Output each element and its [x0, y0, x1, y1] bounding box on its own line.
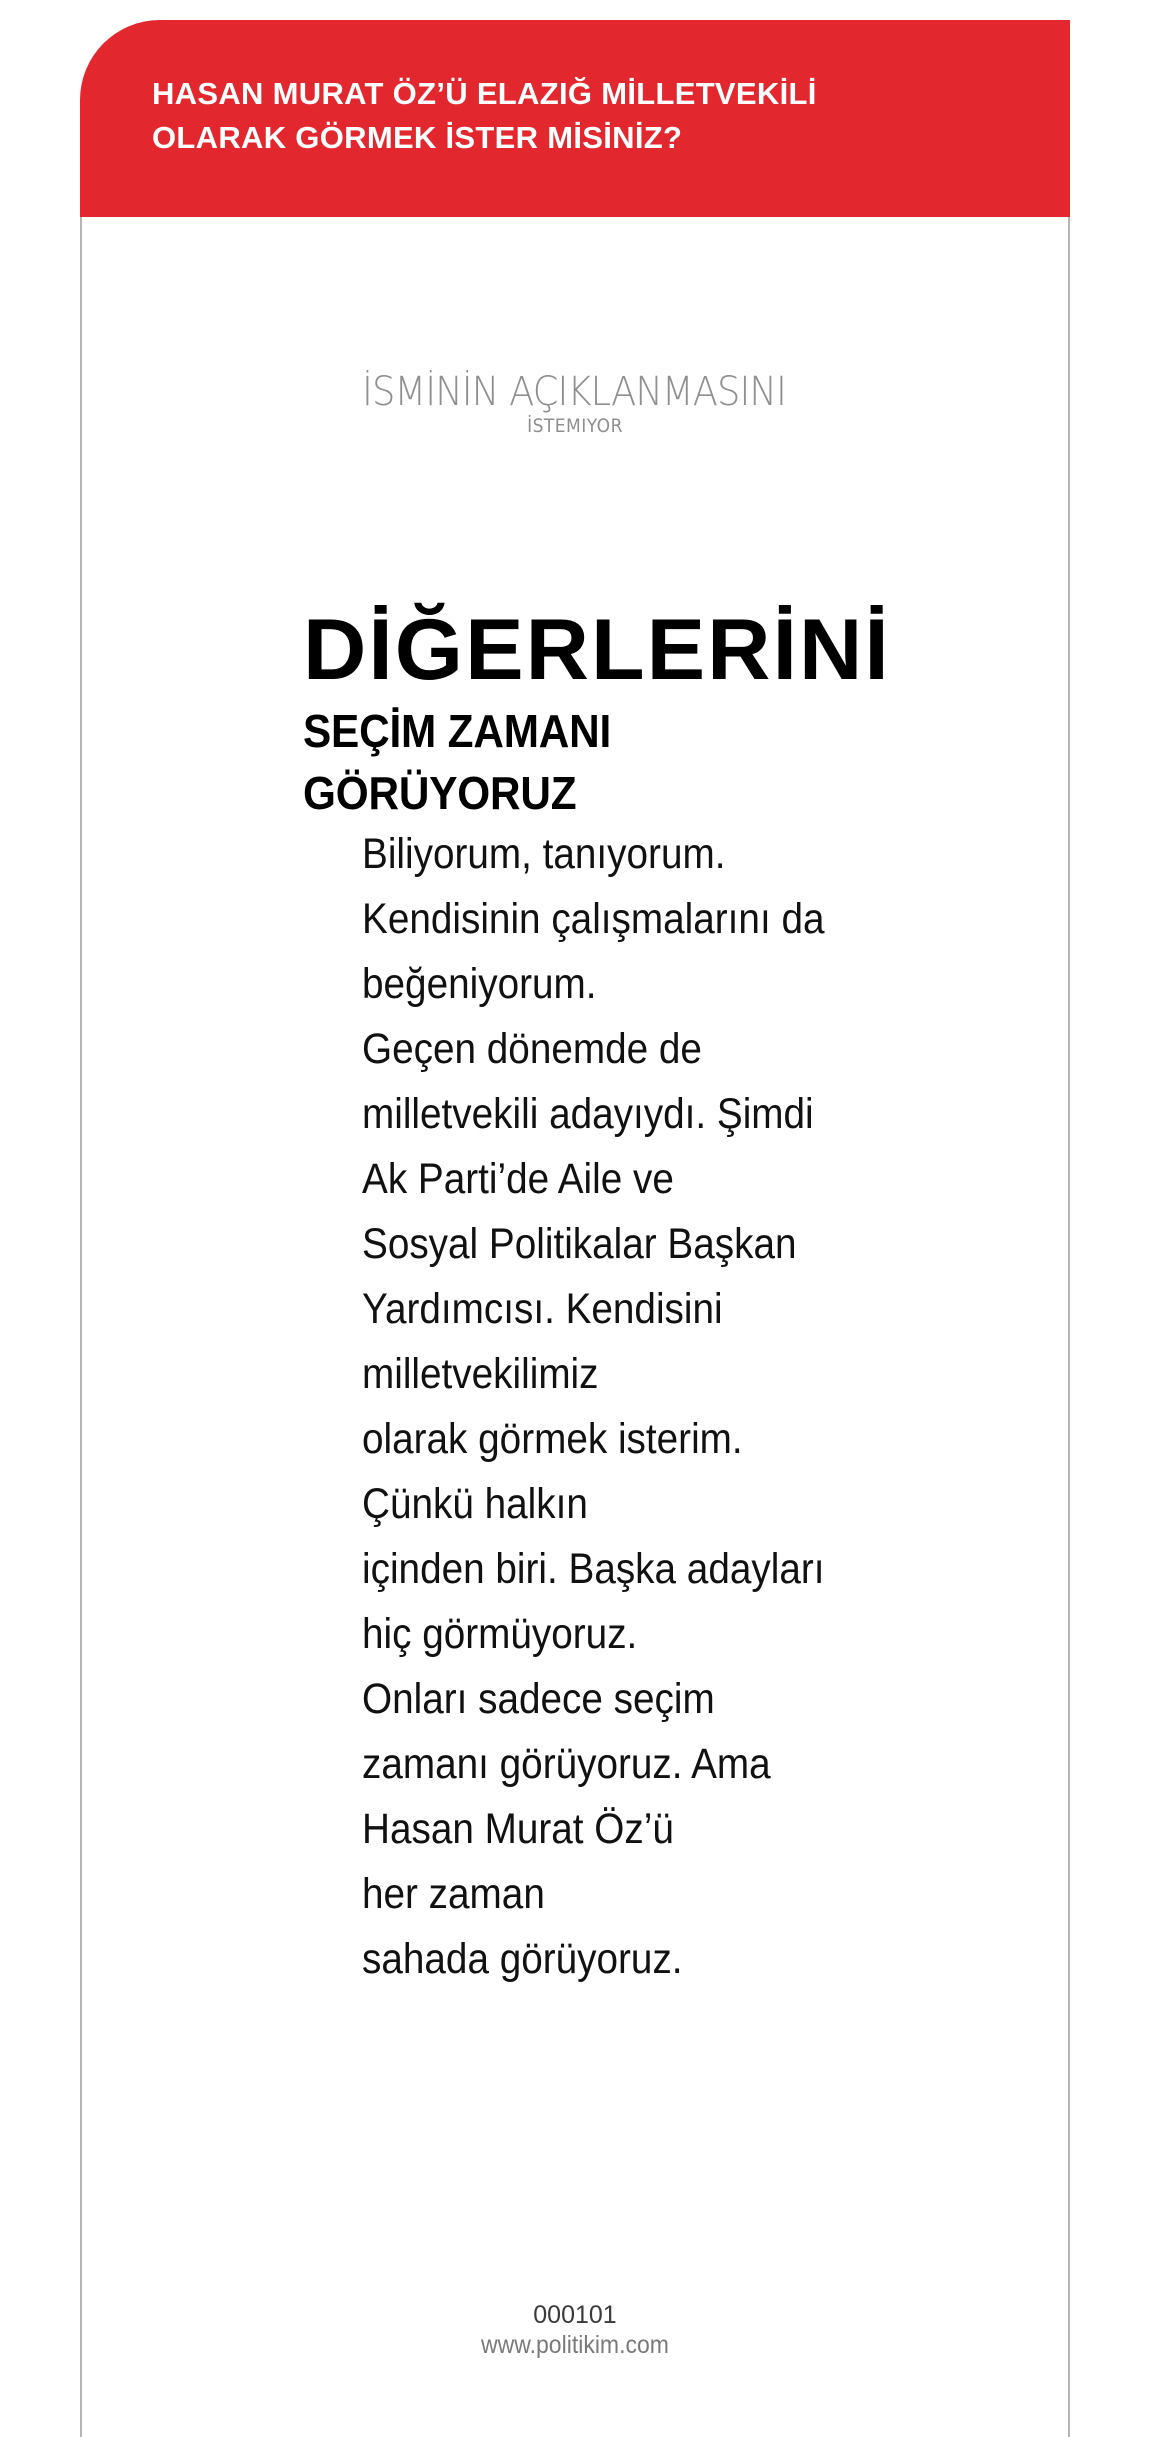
quote-line: Biliyorum, tanıyorum. — [362, 830, 726, 878]
footer — [0, 2300, 1150, 2360]
question-banner — [80, 20, 1070, 217]
quote-text — [362, 822, 982, 1992]
site-url: www.politikim.com — [481, 2331, 669, 2359]
quote-line: Sosyal Politikalar Başkan — [362, 1220, 797, 1268]
card-border-right — [1068, 200, 1070, 2437]
headline-main: DİĞERLERİNİ — [303, 602, 891, 698]
survey-code: 000101 — [533, 2301, 617, 2329]
quote-line: sahada görüyoruz. — [362, 1935, 683, 1983]
quote-line: Ak Parti’de Aile ve — [362, 1155, 674, 1203]
quote-line: zamanı görüyoruz. Ama — [362, 1740, 771, 1788]
quote-line: olarak görmek isterim. — [362, 1415, 743, 1463]
quote-line: her zaman — [362, 1870, 545, 1918]
quote-line: Hasan Murat Öz’ü — [362, 1805, 674, 1853]
survey-question: HASAN MURAT ÖZ’Ü ELAZIĞ MİLLETVEKİLİ OLARAK GÖRMEK İSTER MİSİNİZ? — [152, 76, 817, 155]
quote-line: içinden biri. Başka adayları — [362, 1545, 825, 1593]
quote-line: Onları sadece seçim — [362, 1675, 715, 1723]
quote-line: Kendisinin çalışmalarını da — [362, 895, 825, 943]
quote-line: Çünkü halkın — [362, 1480, 588, 1528]
quote-line: Geçen dönemde de — [362, 1025, 702, 1073]
quote-line: Yardımcısı. Kendisini — [362, 1285, 723, 1333]
respondent-name: İSMİNİN AÇIKLANMASINI — [362, 369, 786, 415]
respondent-subtitle: İSTEMIYOR — [527, 415, 623, 437]
headline-sub: SEÇİM ZAMANI GÖRÜYORUZ — [303, 705, 612, 819]
quote-line: milletvekili adayıydı. Şimdi — [362, 1090, 814, 1138]
headline-block — [303, 600, 943, 824]
quote-line: milletvekilimiz — [362, 1350, 599, 1398]
quote-line: beğeniyorum. — [362, 960, 597, 1008]
card-border-left — [80, 200, 82, 2437]
quote-line: hiç görmüyoruz. — [362, 1610, 638, 1658]
respondent-block — [0, 366, 1150, 438]
